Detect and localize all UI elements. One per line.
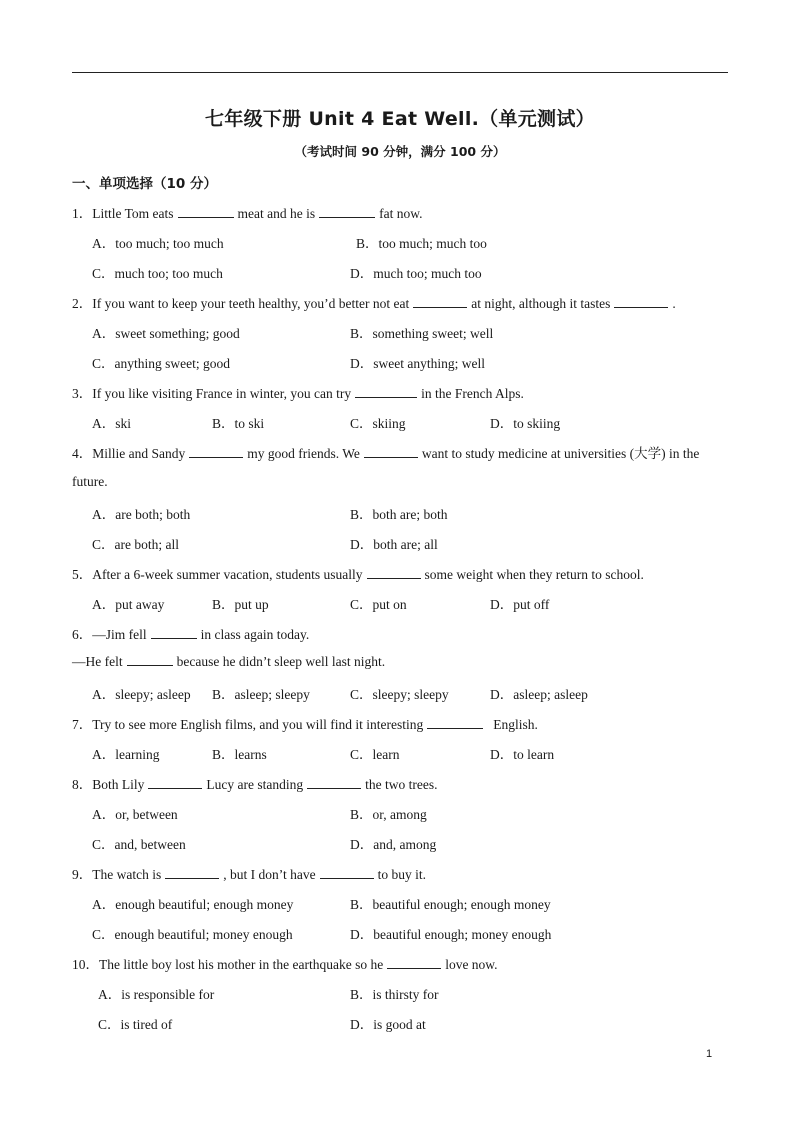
question-continuation: future. [72, 474, 108, 489]
option-a[interactable]: A．ski [92, 416, 132, 431]
option-d[interactable]: D．is good at [350, 1017, 426, 1032]
option-c[interactable]: C．is tired of [98, 1017, 173, 1032]
option-a[interactable]: A．learning [92, 747, 160, 762]
answer-blank[interactable] [165, 866, 219, 879]
question-8: 8．Both Lily Lucy are standing the two trees. [72, 777, 438, 792]
answer-blank[interactable] [364, 445, 418, 458]
option-c[interactable]: C．enough beautiful; money enough [92, 927, 293, 942]
answer-blank[interactable] [148, 776, 202, 789]
option-b[interactable]: B．to ski [212, 416, 265, 431]
question-number: 8． [72, 777, 93, 792]
option-c[interactable]: C．learn [350, 747, 400, 762]
question-5: 5．After a 6-week summer vacation, students usually some weight when they return to school. [72, 567, 644, 582]
header-rule [72, 72, 728, 73]
question-number: 5． [72, 567, 93, 582]
question-number: 7． [72, 717, 93, 732]
option-d[interactable]: D．both are; all [350, 537, 438, 552]
option-b[interactable]: B．or, among [350, 807, 427, 822]
option-c[interactable]: C．skiing [350, 416, 406, 431]
option-b[interactable]: B．learns [212, 747, 267, 762]
answer-blank[interactable] [614, 295, 668, 308]
option-d[interactable]: D．beautiful enough; money enough [350, 927, 552, 942]
answer-blank[interactable] [178, 205, 234, 218]
question-number: 1． [72, 206, 93, 221]
option-d[interactable]: D．asleep; asleep [490, 687, 588, 702]
option-b[interactable]: B．is thirsty for [350, 987, 439, 1002]
option-d[interactable]: D．put off [490, 597, 550, 612]
option-c[interactable]: C．and, between [92, 837, 186, 852]
answer-blank[interactable] [319, 205, 375, 218]
question-number: 4． [72, 446, 93, 461]
question-6: 6．—Jim fell in class again today. [72, 627, 310, 642]
question-number: 10． [72, 957, 99, 972]
section-heading: 一、单项选择（10 分） [72, 176, 217, 192]
question-6-reply: —He felt because he didn’t sleep well last night. [72, 654, 386, 669]
question-4: 4．Millie and Sandy my good friends. We want to study medicine at universities (大学) in the [72, 446, 700, 461]
question-9: 9．The watch is , but I don’t have to buy it. [72, 867, 426, 882]
option-d[interactable]: D．much too; much too [350, 266, 482, 281]
answer-blank[interactable] [387, 956, 441, 969]
question-3: 3．If you like visiting France in winter, you can try in the French Alps. [72, 386, 524, 401]
option-d[interactable]: D．sweet anything; well [350, 356, 485, 371]
question-10: 10．The little boy lost his mother in the earthquake so he love now. [72, 957, 498, 972]
question-7: 7．Try to see more English films, and you will find it interesting English. [72, 717, 538, 732]
page-number: 1 [706, 1048, 713, 1060]
answer-blank[interactable] [427, 716, 483, 729]
question-1: 1．Little Tom eats meat and he is fat now. [72, 206, 423, 221]
answer-blank[interactable] [413, 295, 467, 308]
question-number: 2． [72, 296, 93, 311]
option-c[interactable]: C．put on [350, 597, 407, 612]
option-b[interactable]: B．put up [212, 597, 269, 612]
answer-blank[interactable] [367, 566, 421, 579]
option-d[interactable]: D．and, among [350, 837, 437, 852]
option-d[interactable]: D．to skiing [490, 416, 561, 431]
option-a[interactable]: A．put away [92, 597, 165, 612]
answer-blank[interactable] [320, 866, 374, 879]
answer-blank[interactable] [189, 445, 243, 458]
question-2: 2．If you want to keep your teeth healthy, you’d better not eat at night, although it tastes . [72, 296, 676, 311]
answer-blank[interactable] [127, 653, 173, 666]
option-a[interactable]: A．are both; both [92, 507, 191, 522]
question-number: 9． [72, 867, 93, 882]
answer-blank[interactable] [307, 776, 361, 789]
option-a[interactable]: A．or, between [92, 807, 178, 822]
option-c[interactable]: C．much too; too much [92, 266, 223, 281]
question-number: 3． [72, 386, 93, 401]
answer-blank[interactable] [151, 626, 197, 639]
option-b[interactable]: B．both are; both [350, 507, 448, 522]
exam-info: （考试时间 90 分钟，满分 100 分） [294, 144, 506, 159]
option-d[interactable]: D．to learn [490, 747, 555, 762]
option-b[interactable]: B．something sweet; well [350, 326, 494, 341]
option-c[interactable]: C．sleepy; sleepy [350, 687, 449, 702]
answer-blank[interactable] [355, 385, 417, 398]
question-number: 6． [72, 627, 93, 642]
option-a[interactable]: A．is responsible for [98, 987, 215, 1002]
option-b[interactable]: B．asleep; sleepy [212, 687, 310, 702]
option-c[interactable]: C．anything sweet; good [92, 356, 230, 371]
option-c[interactable]: C．are both; all [92, 537, 179, 552]
page-title: 七年级下册 Unit 4 Eat Well.（单元测试） [205, 108, 595, 130]
option-b[interactable]: B．too much; much too [356, 236, 487, 251]
option-a[interactable]: A．too much; too much [92, 236, 224, 251]
option-a[interactable]: A．enough beautiful; enough money [92, 897, 294, 912]
option-a[interactable]: A．sleepy; asleep [92, 687, 191, 702]
option-a[interactable]: A．sweet something; good [92, 326, 240, 341]
option-b[interactable]: B．beautiful enough; enough money [350, 897, 551, 912]
